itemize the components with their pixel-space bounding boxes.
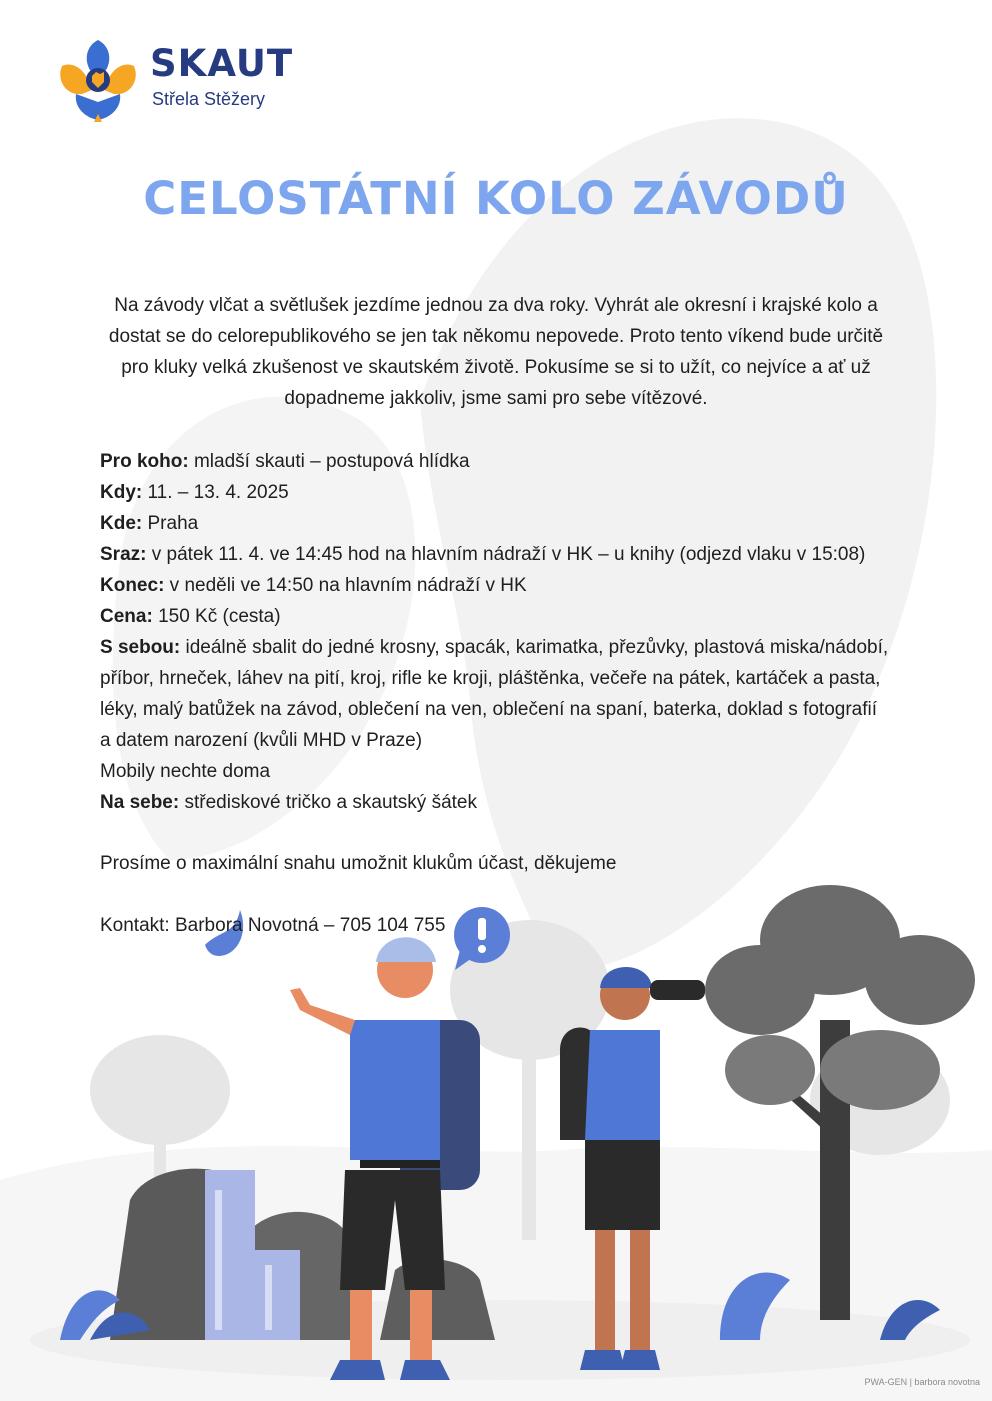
page-title: CELOSTÁTNÍ KOLO ZÁVODŮ — [143, 172, 849, 225]
detail-label: S sebou: — [100, 637, 181, 658]
detail-label: Na sebe: — [100, 792, 180, 813]
detail-value: střediskové tričko a skautský šátek — [179, 792, 477, 813]
detail-row-meeting — [100, 539, 890, 570]
intro-paragraph: Na závody vlčat a světlušek jezdíme jednou za dva roky. Vyhrát ale okresní i krajské kolo a dostat se do celorepublikového se jen tak někomu nepovede. Proto tento víkend bude určitě pro kluky velká zkušenost ve skautském životě. Pokusíme se si to užít, co nejvíce a ať už dopadneme jakkoliv, jsme sami pro sebe vítězové. — [108, 295, 884, 409]
scout-logo — [56, 36, 296, 126]
detail-value: v neděli ve 14:50 na hlavním nádraží v HK — [164, 575, 527, 596]
detail-label: Kde: — [100, 513, 143, 534]
detail-label: Konec: — [100, 575, 165, 596]
detail-value: 11. – 13. 4. 2025 — [142, 482, 289, 503]
detail-label: Cena: — [100, 606, 153, 627]
detail-value: 150 Kč (cesta) — [152, 606, 281, 627]
detail-row-where — [100, 508, 890, 539]
detail-value: ideálně sbalit do jedné krosny, spacák, karimatka, přezůvky, plastová miska/nádobí, příbor, hrneček, láhev na pití, kroj, rifle ke kroji, pláštěnka, večeře na pátek, kartáček a pasta, léky, malý batůžek na závod, oblečení na ven, oblečení na spaní, baterka, doklad s fotografií a datem narození (kvůli MHD v Praze) — [100, 637, 889, 751]
contact-line: Kontakt: Barbora Novotná – 705 104 755 — [100, 915, 446, 936]
logo-wordmark: SKAUT — [150, 42, 294, 85]
footer-credit: PWA-GEN | barbora novotna — [864, 1377, 980, 1387]
detail-value: Mobily nechte doma — [100, 761, 271, 782]
detail-row-wear — [100, 787, 890, 818]
detail-row-target — [100, 446, 890, 477]
scout-lily-emblem-icon — [56, 36, 140, 122]
thanks-note: Prosíme o maximální snahu umožnit klukům účast, děkujeme — [100, 853, 617, 874]
event-details — [100, 446, 890, 818]
detail-row-when — [100, 477, 890, 508]
detail-value: v pátek 11. 4. ve 14:45 hod na hlavním nádraží v HK – u knihy (odjezd vlaku v 15:08) — [146, 544, 866, 565]
logo-subtitle: Střela Stěžery — [152, 89, 266, 109]
detail-label: Sraz: — [100, 544, 147, 565]
hikers-illustration — [0, 870, 992, 1401]
detail-row-price — [100, 601, 890, 632]
detail-row-packing — [100, 632, 890, 756]
detail-value: Praha — [142, 513, 199, 534]
detail-label: Kdy: — [100, 482, 143, 503]
detail-row-end — [100, 570, 890, 601]
detail-label: Pro koho: — [100, 451, 189, 472]
detail-value: mladší skauti – postupová hlídka — [188, 451, 470, 472]
detail-row-phones — [100, 756, 890, 787]
